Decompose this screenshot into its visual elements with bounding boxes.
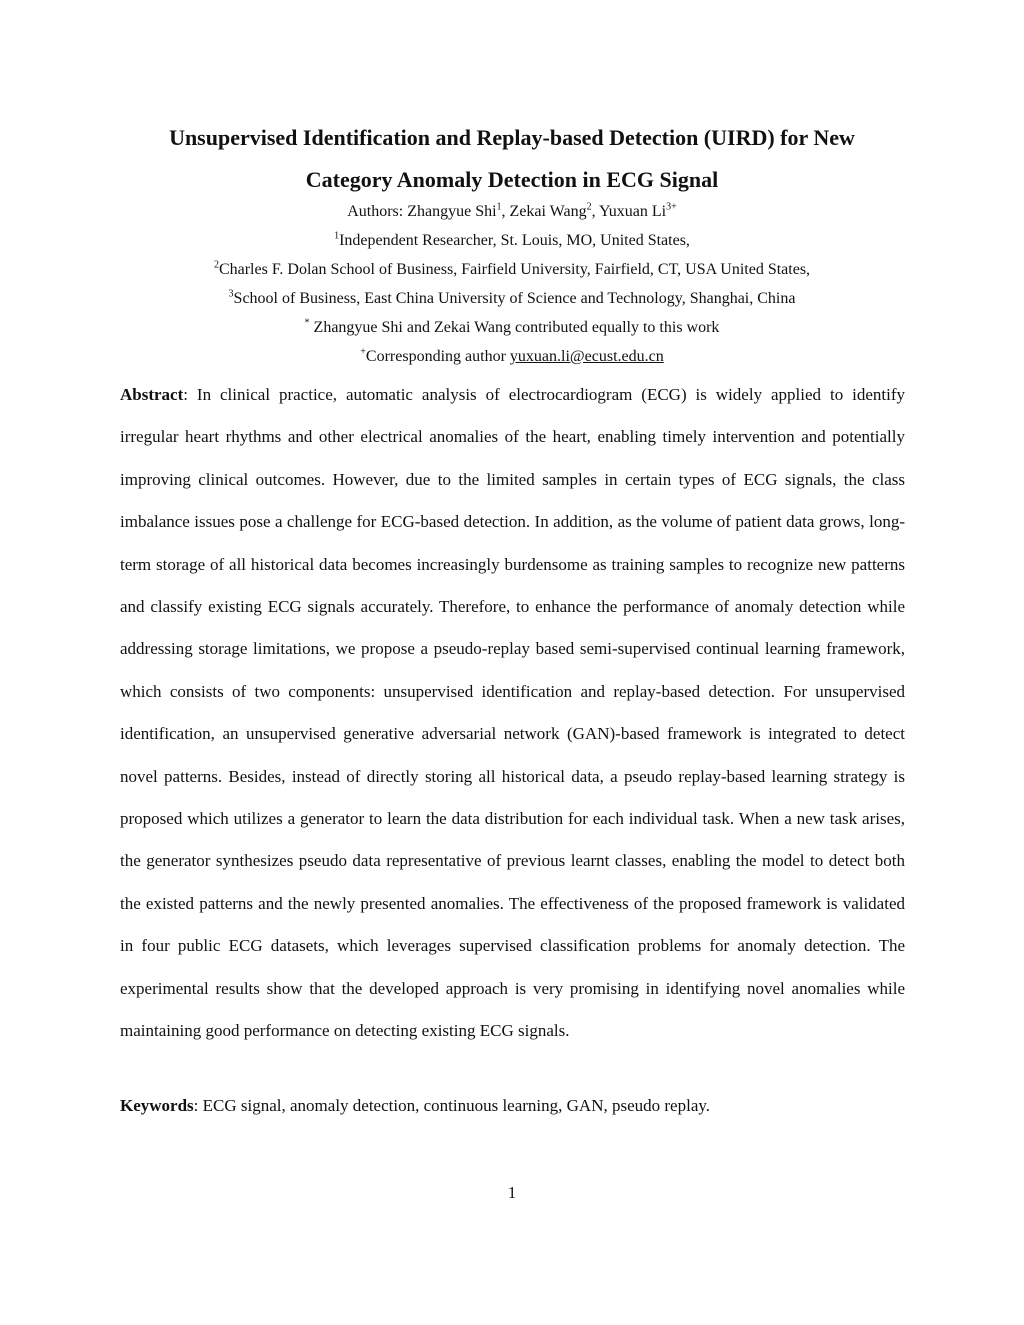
equal-contribution-text: Zhangyue Shi and Zekai Wang contributed equally to this work xyxy=(309,319,720,336)
title-line-1: Unsupervised Identification and Replay-based Detection (UIRD) for New xyxy=(169,125,855,150)
affiliation-mark: 1 xyxy=(334,230,340,242)
paper-title xyxy=(100,117,924,201)
affiliation-mark: 2 xyxy=(213,259,219,271)
author-1-name: Zhangyue Shi xyxy=(407,203,497,220)
author-line xyxy=(100,202,924,222)
affiliation-mark: 3 xyxy=(228,288,234,300)
keywords-paragraph xyxy=(120,1094,905,1118)
equal-contribution-mark: * xyxy=(304,317,310,329)
author-separator: , xyxy=(501,203,510,220)
author-1-affiliation-mark: 1 xyxy=(496,201,502,213)
corresponding-text: Corresponding author xyxy=(365,348,510,365)
keywords-text: : ECG signal, anomaly detection, continuous learning, GAN, pseudo replay. xyxy=(193,1096,711,1115)
abstract-paragraph xyxy=(120,374,905,1053)
author-3-affiliation-mark: 3+ xyxy=(666,201,677,213)
corresponding-email-link[interactable]: yuxuan.li@ecust.edu.cn xyxy=(509,348,664,365)
affiliation-text: School of Business, East China University of Science and Technology, Shanghai, China xyxy=(233,290,796,307)
affiliation-text: Independent Researcher, St. Louis, MO, United States, xyxy=(339,232,690,249)
title-line-2: Category Anomaly Detection in ECG Signal xyxy=(305,167,719,192)
affiliation-3 xyxy=(100,289,924,309)
affiliation-2 xyxy=(100,260,924,280)
corresponding-mark: + xyxy=(360,346,366,358)
authors-prefix: Authors: xyxy=(347,203,408,220)
affiliation-text: Charles F. Dolan School of Business, Fairfield University, Fairfield, CT, USA United States, xyxy=(218,261,811,278)
abstract-text: : In clinical practice, automatic analysis of electrocardiogram (ECG) is widely applied to identify irregular heart rhythms and other electrical anomalies of the heart, enabling timely intervention and potentially improving clinical outcomes. However, due to the limited samples in certain types of ECG signals, the class imbalance issues pose a challenge for ECG-based detection. In addition, as the volume of patient data grows, long-term storage of all historical data becomes increasingly burdensome as training samples to recognize new patterns and classify existing ECG signals accurately. Therefore, to enhance the performance of anomaly detection while addressing storage limitations, we propose a pseudo-replay based semi-supervised continual learning framework, which consists of two components: unsupervised identification and replay-based detection. For unsupervised identification, an unsupervised generative adversarial network (GAN)-based framework is integrated to detect novel patterns. Besides, instead of directly storing all historical data, a pseudo replay-based learning strategy is proposed which utilizes a generator to learn the data distribution for each individual task. When a new task arises, the generator synthesizes pseudo data representative of previous learnt classes, enabling the model to detect both the existed patterns and the newly presented anomalies. The effectiveness of the proposed framework is validated in four public ECG datasets, which leverages supervised classification problems for anomaly detection. The experimental results show that the developed approach is very promising in identifying novel anomalies while maintaining good performance on detecting existing ECG signals. xyxy=(120,385,905,1041)
page-number: 1 xyxy=(507,1183,517,1202)
author-2-name: Zekai Wang xyxy=(509,203,587,220)
author-separator: , xyxy=(591,203,600,220)
author-3-name: Yuxuan Li xyxy=(599,203,667,220)
corresponding-author-note xyxy=(100,347,924,367)
affiliation-1 xyxy=(100,231,924,251)
author-2-affiliation-mark: 2 xyxy=(586,201,592,213)
equal-contribution-note xyxy=(100,318,924,338)
keywords-label: Keywords xyxy=(120,1096,194,1115)
abstract-label: Abstract xyxy=(120,385,184,404)
